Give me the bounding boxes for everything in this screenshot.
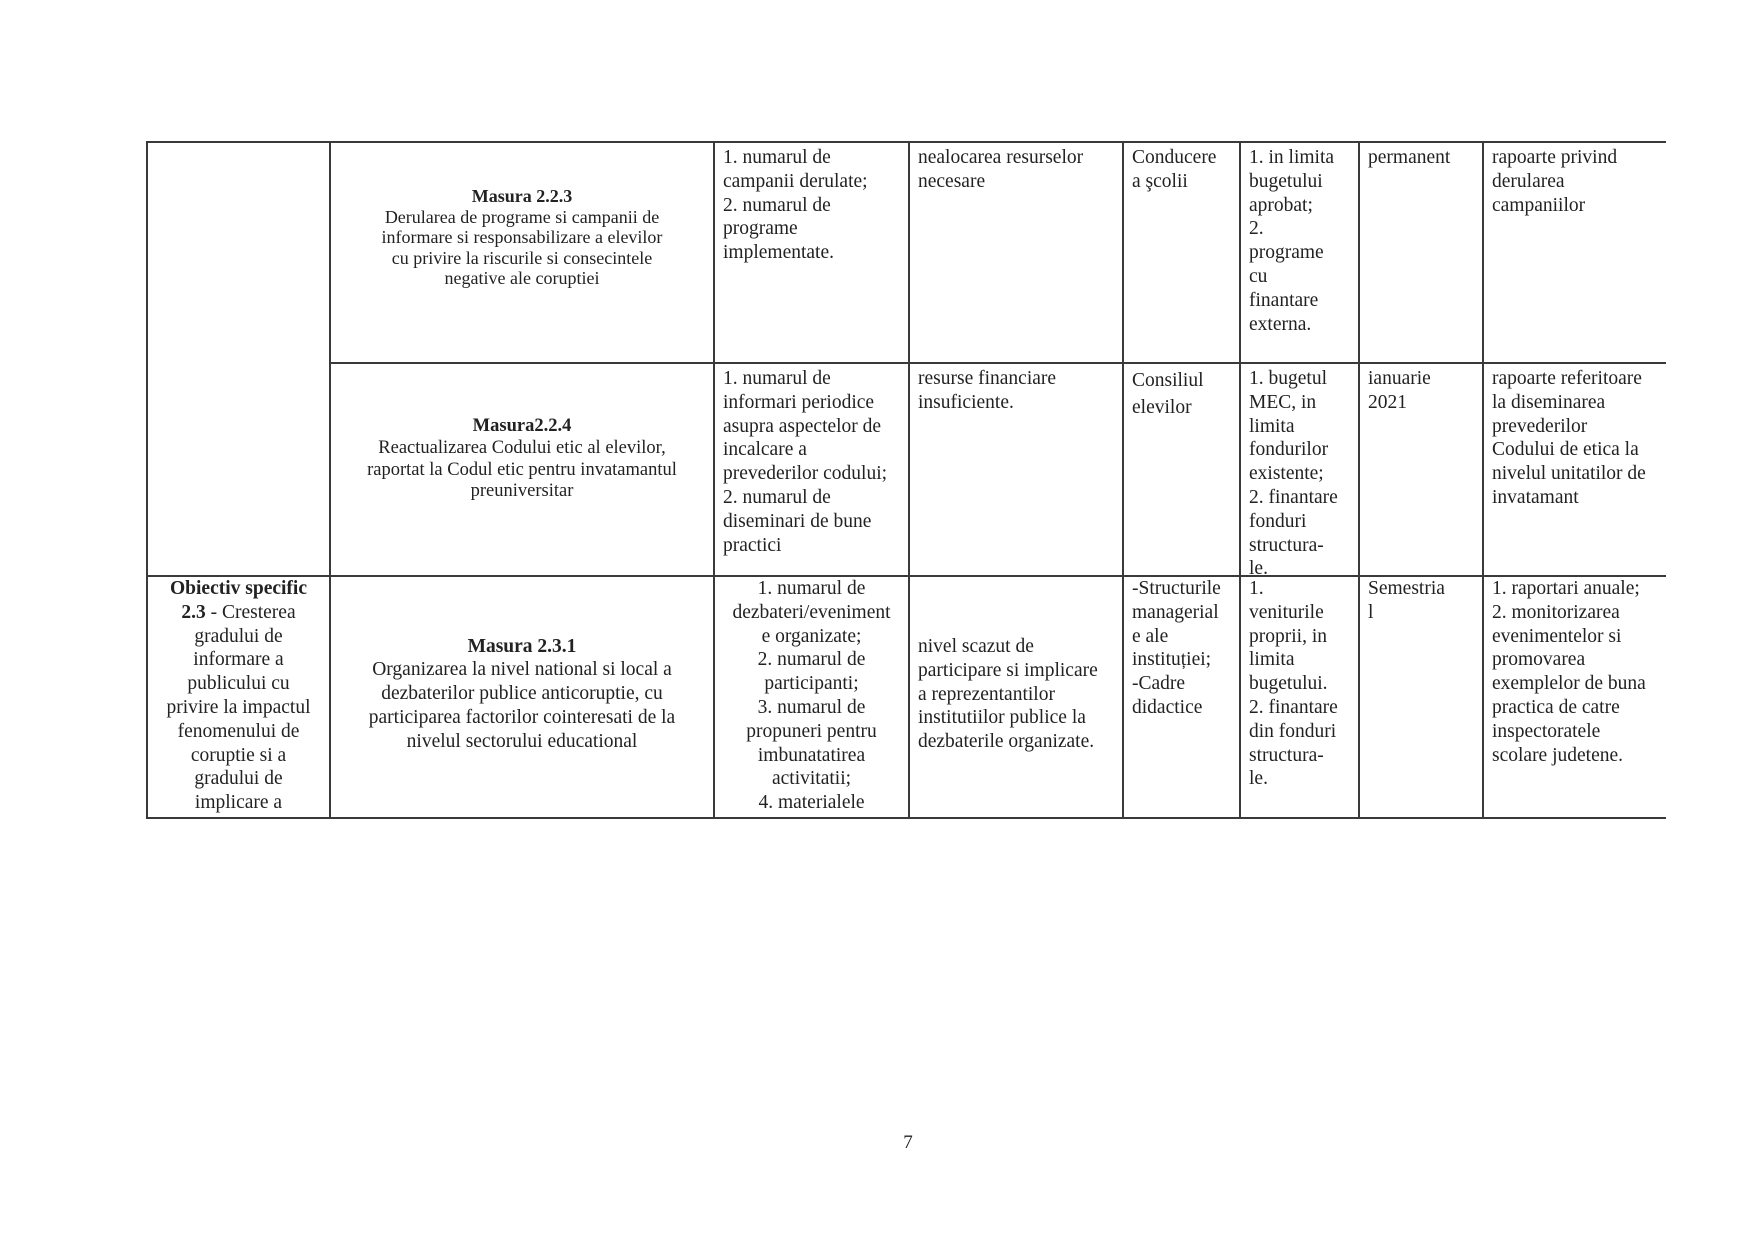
indicator-line: 4. materialele bbox=[758, 792, 865, 814]
responsible-line: -Structurile bbox=[1132, 578, 1221, 599]
verification-line: promovarea bbox=[1492, 649, 1586, 671]
resource-line: finantare bbox=[1249, 289, 1319, 311]
resources-cell bbox=[1241, 143, 1358, 362]
indicator-line: asupra aspectelor de bbox=[723, 415, 882, 437]
objective-line: coruptie si a bbox=[190, 744, 287, 766]
deadline-cell bbox=[1360, 364, 1482, 575]
deadline-line: Semestria bbox=[1368, 578, 1445, 599]
risk-line: a reprezentantilor bbox=[918, 683, 1055, 705]
indicator-line: implementate. bbox=[723, 242, 835, 264]
measure-line: nivelul sectorului educational bbox=[406, 730, 638, 752]
verification-line: rapoarte privind bbox=[1492, 147, 1618, 168]
deadline-line: permanent bbox=[1368, 147, 1451, 168]
verification-line: Codului de etica la bbox=[1492, 439, 1639, 461]
risks-cell bbox=[910, 364, 1122, 575]
resource-line: 1. bugetul bbox=[1249, 368, 1327, 389]
indicator-line: 1. numarul de bbox=[757, 578, 866, 599]
resource-line: cu bbox=[1249, 265, 1268, 287]
risks-cell bbox=[910, 577, 1122, 817]
resource-line: 2. finantare bbox=[1249, 486, 1338, 508]
resource-line: fonduri bbox=[1249, 510, 1307, 532]
responsible-cell bbox=[1124, 577, 1239, 817]
objective-line: fenomenului de bbox=[177, 720, 300, 742]
resource-line: le. bbox=[1249, 768, 1268, 790]
resource-line: limita bbox=[1249, 649, 1295, 671]
objective-text: - Cresterea bbox=[205, 601, 296, 623]
risk-line: nivel scazut de bbox=[918, 636, 1034, 657]
risk-line: institutiilor publice la bbox=[918, 707, 1086, 729]
measure-cell bbox=[331, 364, 713, 575]
verification-line: evenimentelor si bbox=[1492, 625, 1622, 647]
risk-line: participare si implicare bbox=[918, 659, 1098, 681]
measure-title: Masura 2.3.1 bbox=[467, 635, 577, 657]
responsible-line: -Cadre bbox=[1132, 673, 1186, 695]
responsible-line: elevilor bbox=[1132, 397, 1192, 418]
verification-cell bbox=[1484, 143, 1666, 362]
indicators-cell bbox=[715, 577, 908, 817]
indicator-line: informari periodice bbox=[723, 391, 875, 413]
objective-line: publicului cu bbox=[187, 673, 290, 695]
resource-line: externa. bbox=[1249, 313, 1312, 335]
resource-line: structura- bbox=[1249, 534, 1324, 556]
verification-line: 2. monitorizarea bbox=[1492, 601, 1620, 623]
indicator-line: 1. numarul de bbox=[723, 368, 831, 389]
verification-line: inspectoratele bbox=[1492, 720, 1601, 742]
indicator-line: dezbateri/eveniment bbox=[732, 601, 891, 623]
deadline-line: ianuarie bbox=[1368, 368, 1431, 389]
resources-cell bbox=[1241, 364, 1358, 575]
responsible-line: a şcolii bbox=[1132, 170, 1188, 192]
resource-line: bugetului. bbox=[1249, 673, 1328, 695]
measure-line: cu privire la riscurile si consecintele bbox=[391, 247, 653, 268]
verification-line: 1. raportari anuale; bbox=[1492, 578, 1640, 599]
measure-line: Reactualizarea Codului etic al elevilor, bbox=[378, 437, 666, 458]
verification-line: la diseminarea bbox=[1492, 391, 1606, 413]
measure-title: Masura 2.2.3 bbox=[471, 186, 573, 207]
indicators-cell bbox=[715, 364, 908, 575]
responsible-line: managerial bbox=[1132, 601, 1219, 623]
indicator-line: 2. numarul de bbox=[723, 194, 831, 216]
verification-line: derularea bbox=[1492, 170, 1565, 192]
indicator-line: incalcare a bbox=[723, 439, 807, 461]
resource-line: 1. in limita bbox=[1249, 147, 1335, 168]
responsible-line: e ale bbox=[1132, 625, 1169, 647]
measure-line: Organizarea la nivel national si local a bbox=[372, 659, 672, 681]
objective-label: Obiectiv specific bbox=[169, 578, 307, 599]
verification-line: exemplelor de buna bbox=[1492, 673, 1646, 695]
resource-line: bugetului bbox=[1249, 170, 1323, 192]
resource-line: le. bbox=[1249, 558, 1268, 575]
indicators-cell bbox=[715, 143, 908, 362]
risk-line: resurse financiare bbox=[918, 368, 1057, 389]
verification-line: scolare judetene. bbox=[1492, 744, 1624, 766]
resource-line: limita bbox=[1249, 415, 1295, 437]
measure-line: preuniversitar bbox=[470, 481, 574, 502]
measure-cell bbox=[331, 143, 713, 362]
resource-line: aprobat; bbox=[1249, 194, 1313, 216]
objective-cell bbox=[148, 577, 329, 817]
verification-line: campaniilor bbox=[1492, 194, 1586, 216]
responsible-line: Consiliul bbox=[1132, 370, 1204, 391]
indicator-line: propuneri pentru bbox=[746, 720, 877, 742]
measure-line: negative ale coruptiei bbox=[444, 268, 600, 289]
verification-cell bbox=[1484, 364, 1666, 575]
objective-line: gradului de bbox=[194, 625, 283, 647]
resource-line: veniturile bbox=[1249, 601, 1324, 623]
measure-line: dezbaterilor publice anticoruptie, cu bbox=[381, 683, 663, 705]
resource-line: 1. bbox=[1249, 578, 1264, 599]
deadline-line: 2021 bbox=[1368, 391, 1407, 413]
indicator-line: 3. numarul de bbox=[757, 696, 866, 718]
responsible-cell bbox=[1124, 364, 1239, 575]
risk-line: necesare bbox=[918, 170, 986, 192]
measure-line: participarea factorilor cointeresati de la bbox=[368, 706, 676, 728]
indicator-line: campanii derulate; bbox=[723, 170, 868, 192]
resource-line: MEC, in bbox=[1249, 391, 1317, 413]
indicator-line: diseminari de bune bbox=[723, 510, 872, 532]
objective-line: implicare a bbox=[194, 792, 283, 814]
indicator-line: activitatii; bbox=[771, 768, 852, 790]
verification-line: prevederilor bbox=[1492, 415, 1588, 437]
measure-line: Derularea de programe si campanii de bbox=[384, 206, 660, 227]
verification-cell bbox=[1484, 577, 1666, 817]
resource-line: din fonduri bbox=[1249, 720, 1337, 742]
objective-number: 2.3 bbox=[181, 601, 206, 623]
risk-line: nealocarea resurselor bbox=[918, 147, 1084, 168]
objective-line: gradului de bbox=[194, 768, 283, 790]
indicator-line: prevederilor codului; bbox=[723, 463, 888, 485]
measure-line: raportat la Codul etic pentru invatamantul bbox=[367, 459, 677, 480]
resource-line: existente; bbox=[1249, 463, 1324, 485]
resources-cell bbox=[1241, 577, 1358, 817]
indicator-line: programe bbox=[723, 218, 798, 240]
verification-line: rapoarte referitoare bbox=[1492, 368, 1642, 389]
responsible-line: Conducere bbox=[1132, 147, 1217, 168]
indicator-line: practici bbox=[723, 534, 782, 556]
resource-line: fondurilor bbox=[1249, 439, 1329, 461]
page-number: 7 bbox=[903, 1132, 913, 1153]
objective-line: privire la impactul bbox=[166, 696, 311, 718]
indicator-line: imbunatatirea bbox=[757, 744, 866, 766]
indicator-line: 2. numarul de bbox=[757, 649, 866, 671]
responsible-cell bbox=[1124, 143, 1239, 362]
measure-cell bbox=[331, 577, 713, 817]
resource-line: 2. bbox=[1249, 218, 1264, 240]
resource-line: proprii, in bbox=[1249, 625, 1327, 647]
measure-title: Masura2.2.4 bbox=[472, 415, 572, 436]
deadline-cell bbox=[1360, 143, 1482, 362]
indicator-line: 2. numarul de bbox=[723, 486, 831, 508]
objective-line: informare a bbox=[193, 649, 284, 671]
resource-line: programe bbox=[1249, 242, 1324, 264]
responsible-line: instituției; bbox=[1132, 649, 1212, 671]
verification-line: practica de catre bbox=[1492, 696, 1620, 718]
deadline-line: l bbox=[1368, 601, 1374, 623]
verification-line: invatamant bbox=[1492, 486, 1579, 508]
risks-cell bbox=[910, 143, 1122, 362]
indicator-line: participanti; bbox=[764, 673, 859, 695]
resource-line: 2. finantare bbox=[1249, 696, 1338, 718]
deadline-cell bbox=[1360, 577, 1482, 817]
measure-line: informare si responsabilizare a elevilor bbox=[381, 227, 663, 248]
verification-line: nivelul unitatilor de bbox=[1492, 463, 1646, 485]
table-border-bottom bbox=[146, 817, 1666, 819]
responsible-line: didactice bbox=[1132, 696, 1203, 718]
indicator-line: e organizate; bbox=[761, 625, 862, 647]
risk-line: insuficiente. bbox=[918, 391, 1014, 413]
risk-line: dezbaterile organizate. bbox=[918, 731, 1095, 753]
indicator-line: 1. numarul de bbox=[723, 147, 831, 168]
resource-line: structura- bbox=[1249, 744, 1324, 766]
